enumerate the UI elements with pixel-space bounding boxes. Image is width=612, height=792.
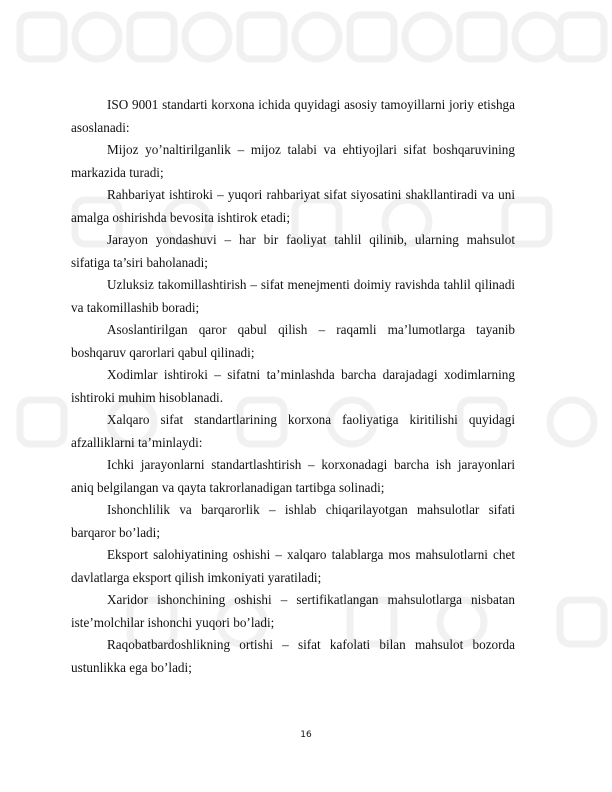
paragraph-process-approach: Jarayon yondashuvi – har bir faoliyat tahlil qilinib, ularning mahsulot sifatiga ta’siri baholanadi; [71, 232, 515, 270]
page-number: 16 [300, 730, 312, 740]
paragraph-continuous-improvement: Uzluksiz takomillashtirish – sifat menejmenti doimiy ravishda tahlil qilinadi va takomillashib boradi; [71, 277, 515, 315]
paragraph-leadership: Rahbariyat ishtiroki – yuqori rahbariyat sifat siyosatini shakllantiradi va uni amalga oshirishda bevosita ishtirok etadi; [71, 187, 515, 225]
paragraph-export-potential: Eksport salohiyatining oshishi – xalqaro talablarga mos mahsulotlarni chet davlatlarga eksport qilish imkoniyati yaratiladi; [71, 547, 515, 585]
paragraph-advantages-intro: Xalqaro sifat standartlarining korxona faoliyatiga kiritilishi quyidagi afzalliklarni ta’minlaydi: [71, 412, 515, 450]
paragraph-customer-trust: Xaridor ishonchining oshishi – sertifikatlangan mahsulotlarga nisbatan iste’molchilar ishonchi yuqori bo’ladi; [71, 592, 515, 630]
paragraph-customer-focus: Mijoz yo’naltirilganlik – mijoz talabi va ehtiyojlari sifat boshqaruvining markazida turadi; [71, 142, 515, 180]
paragraph-competitiveness: Raqobatbardoshlikning ortishi – sifat kafolati bilan mahsulot bozorda ustunlikka ega bo’ladi; [71, 637, 515, 675]
paragraph-standardization: Ichki jarayonlarni standartlashtirish – korxonadagi barcha ish jarayonlari aniq belgilangan va qayta takrorlanadigan tartibga solinadi; [71, 457, 515, 495]
paragraph-iso-intro: ISO 9001 standarti korxona ichida quyidagi asosiy tamoyillarni joriy etishga asoslanadi: [71, 97, 515, 135]
paragraph-evidence-decisions: Asoslantirilgan qaror qabul qilish – raqamli ma’lumotlarga tayanib boshqaruv qarorlari qabul qilinadi; [71, 322, 515, 360]
paragraph-staff-involvement: Xodimlar ishtiroki – sifatni ta’minlashda barcha darajadagi xodimlarning ishtiroki muhim hisoblanadi. [71, 367, 515, 405]
paragraph-reliability: Ishonchlilik va barqarorlik – ishlab chiqarilayotgan mahsulotlar sifati barqaror bo’ladi; [71, 502, 515, 540]
document-body [71, 94, 515, 679]
